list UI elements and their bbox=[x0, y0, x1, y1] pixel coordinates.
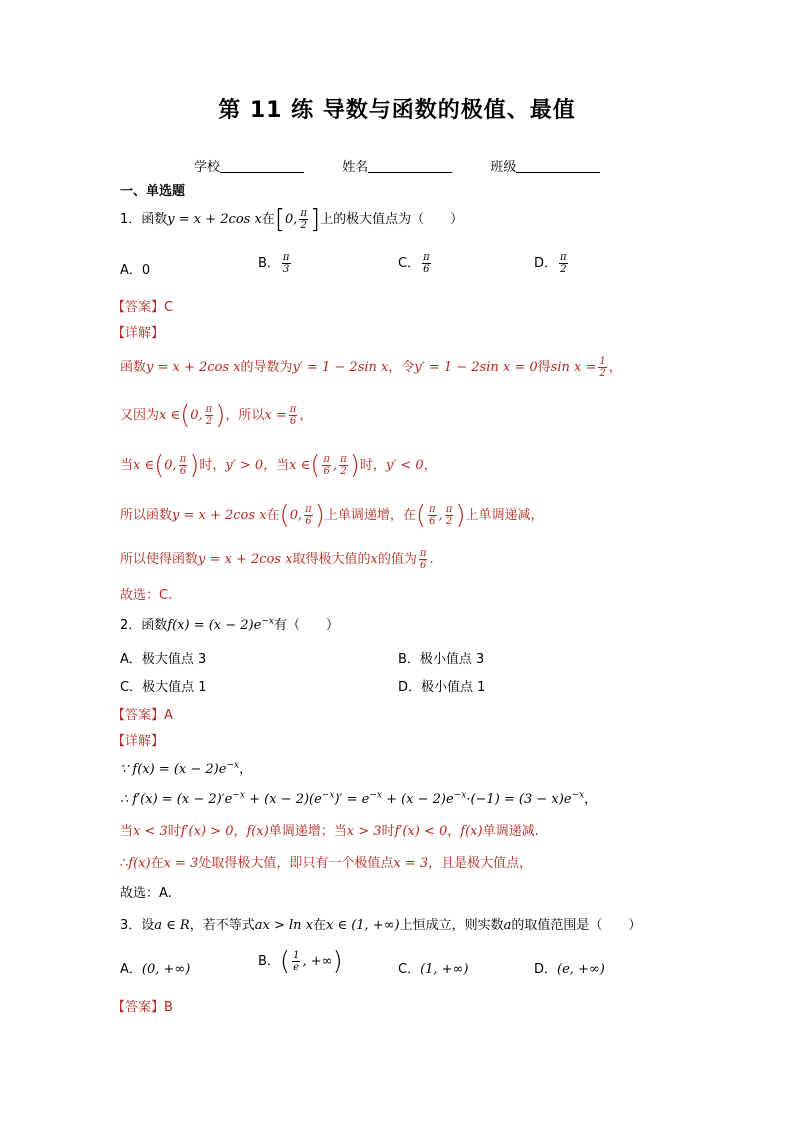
q2-solution-line-1: ∵ $f(x) = (x - 2)e^{-x}$， bbox=[120, 760, 253, 777]
q3-option-a[interactable] bbox=[120, 958, 190, 977]
school-blank bbox=[220, 160, 304, 173]
q1-option-b[interactable] bbox=[258, 252, 293, 275]
q3-option-d[interactable] bbox=[534, 958, 605, 977]
q1-option-b-frac: $\frac{\pi}{3}$ bbox=[282, 252, 290, 275]
q1-bracket-right: ] bbox=[309, 204, 321, 235]
q3-option-a-label: A． bbox=[120, 962, 142, 977]
q1-solution-line-5: 所以使得函数y = x + 2cos x取得极大值的x的值为 $\frac{\pi}{6}$ . bbox=[120, 548, 434, 571]
q1-option-c-frac: $\frac{\pi}{6}$ bbox=[423, 252, 430, 275]
q2-solution-line-3: 当x < 3时f′(x) > 0，f(x)单调递增；当x > 3时f′(x) < 0，f(x)单调递减. bbox=[120, 824, 539, 839]
q2-detail-heading: 【详解】 bbox=[112, 734, 165, 749]
page-title: 第 11 练 导数与函数的极值、最值 bbox=[218, 98, 576, 123]
q3-option-b-label: B． bbox=[258, 954, 280, 969]
q3-option-d-value: (e, +∞) bbox=[557, 962, 605, 977]
q1-bracket-left: [ bbox=[274, 204, 285, 235]
school-field[interactable] bbox=[194, 156, 304, 175]
q1-option-d-label: D． bbox=[534, 256, 558, 271]
q3-option-c-label: C． bbox=[398, 962, 421, 977]
q3-stem: 3．设a ∈ R，若不等式ax > ln x在x ∈ (1, +∞)上恒成立，则实数a的取值范围是（ ） bbox=[120, 918, 642, 933]
q1-solution-line-4: 所以函数y = x + 2cos x在(0, $\frac{\pi}{6}$ )上单调递增，在( $\frac{\pi}{6}$ , $\frac{\pi}{2}$ )上单调递减， bbox=[120, 500, 544, 531]
q1-detail-heading: 【详解】 bbox=[112, 326, 165, 341]
q1-solution-line-3: 当x ∈(0, $\frac{\pi}{6}$ )时，y′ > 0，当x ∈( $\frac{\pi}{6}$ , $\frac{\pi}{2}$ )时，y′ < 0， bbox=[120, 450, 437, 481]
q1-option-a[interactable]: A．0 bbox=[120, 263, 151, 278]
class-field[interactable] bbox=[490, 156, 600, 175]
q1-stem-text: 1．函数 bbox=[120, 212, 168, 227]
class-label: 班级 bbox=[490, 160, 517, 175]
name-blank bbox=[368, 160, 452, 173]
q1-solution-line-1: 函数y = x + 2cos x的导数为y′ = 1 − 2sin x，令y′ = 1 − 2sin x = 0得sin x = $\frac{1}{2}$ ， bbox=[120, 356, 622, 379]
q3-option-c-value: (1, +∞) bbox=[420, 962, 469, 977]
q3-option-d-label: D． bbox=[534, 962, 558, 977]
q1-interval-frac: $\frac{\pi}{2}$ bbox=[300, 208, 307, 231]
name-field[interactable] bbox=[342, 156, 452, 175]
q1-option-d-frac: $\frac{\pi}{2}$ bbox=[560, 252, 567, 275]
q2-solution-line-2: ∴ $f'(x) = (x - 2)'e^{-x} + (x - 2)(e^{-x})' = e^{-x} + (x - 2)e^{-x}\cdot(-1) = (3 - x)e^{-x}$， bbox=[120, 790, 598, 807]
q2-solution-line-4: ∴f(x)在x = 3处取得极大值，即只有一个极值点x = 3，且是极大值点， bbox=[120, 856, 533, 871]
school-label: 学校 bbox=[194, 160, 221, 175]
q1-option-c-label: C． bbox=[398, 256, 421, 271]
q2-option-c[interactable]: C．极大值点 1 bbox=[120, 680, 207, 695]
q1-stem bbox=[120, 204, 794, 235]
q1-solution-line-2: 又因为x ∈(0, $\frac{\pi}{2}$ )，所以x = $\frac{\pi}{6}$ ， bbox=[120, 400, 313, 431]
q2-stem: 2．函数$f(x) = (x - 2)e^{-x}$有（ ） bbox=[120, 616, 339, 633]
q2-conclusion: 故选：A. bbox=[120, 886, 172, 901]
q2-option-b[interactable]: B．极小值点 3 bbox=[398, 652, 485, 667]
q1-expr: y = x + 2cos x bbox=[167, 212, 262, 227]
q2-answer: 【答案】A bbox=[112, 708, 173, 723]
q2-option-d[interactable]: D．极小值点 1 bbox=[398, 680, 486, 695]
q3-option-b-value: , +∞ bbox=[302, 954, 333, 969]
q1-interval-zero: 0, bbox=[284, 212, 298, 227]
q3-option-b[interactable]: B．( $\frac{1}{e}$ , +∞) bbox=[258, 946, 343, 977]
q1-stem-in: 在 bbox=[261, 212, 275, 227]
name-label: 姓名 bbox=[342, 160, 369, 175]
q3-option-c[interactable] bbox=[398, 958, 468, 977]
q1-conclusion: 故选：C. bbox=[120, 588, 173, 603]
section-heading: 一、单选题 bbox=[120, 184, 186, 199]
q1-answer: 【答案】C bbox=[112, 300, 174, 315]
q1-option-d[interactable] bbox=[534, 252, 570, 275]
q2-option-a[interactable]: A．极大值点 3 bbox=[120, 652, 207, 667]
class-blank bbox=[516, 160, 600, 173]
q3-option-a-value: (0, +∞) bbox=[141, 962, 191, 977]
q1-option-b-label: B． bbox=[258, 256, 280, 271]
q3-answer: 【答案】B bbox=[112, 1000, 173, 1015]
student-info-row bbox=[194, 156, 794, 175]
q1-stem-end: 上的极大值点为（ ） bbox=[320, 212, 464, 227]
q1-option-c[interactable] bbox=[398, 252, 433, 275]
